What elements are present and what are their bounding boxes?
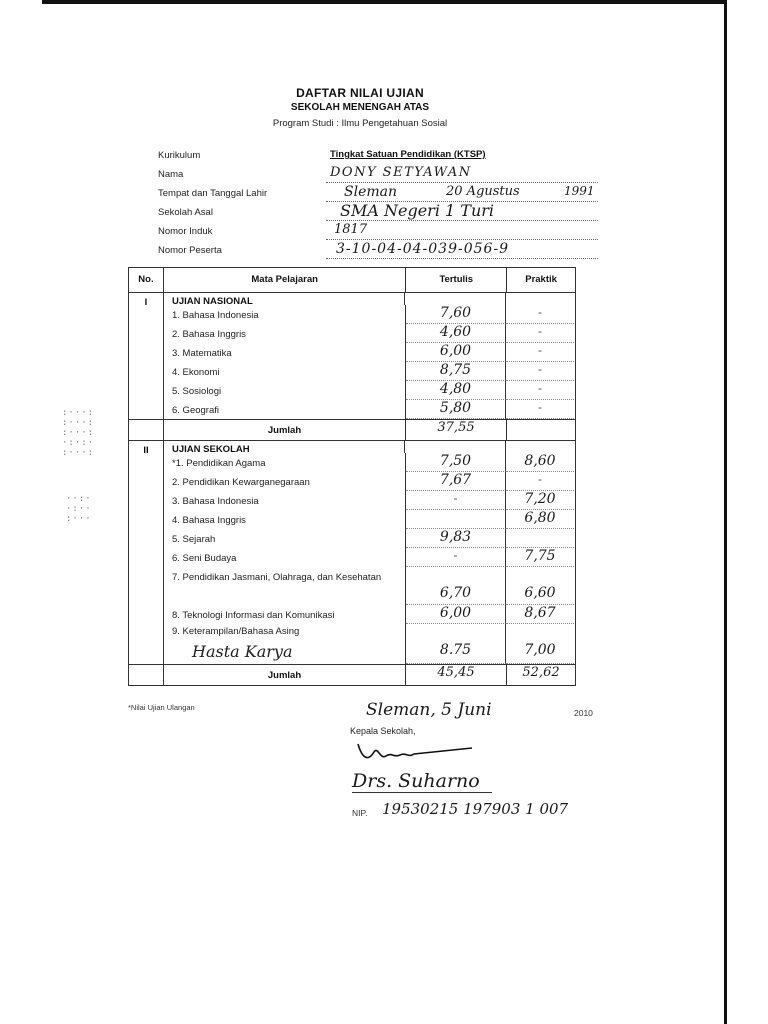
table-row: 2. Bahasa Inggris 4,60 - — [164, 324, 574, 343]
name-value: DONY SETYAWAN — [330, 165, 472, 180]
signature-place-date: Sleman, 5 Juni — [366, 700, 492, 720]
table-row: 3. Bahasa Indonesia - 7,20 — [164, 491, 574, 510]
name-label: Nama — [158, 169, 184, 180]
total-practice: 52,62 — [522, 665, 560, 680]
school-row — [158, 203, 608, 222]
section-school-exam — [129, 441, 575, 664]
student-number-label: Nomor Induk — [158, 226, 213, 237]
school-label: Sekolah Asal — [158, 207, 213, 218]
document-title: DAFTAR NILAI UJIAN — [296, 86, 424, 100]
curriculum-row — [158, 146, 608, 165]
table-row: 4. Bahasa Inggris 6,80 — [164, 510, 574, 529]
table-row: 8. Teknologi Informasi dan Komunikasi 6,00 8,67 — [164, 605, 574, 624]
table-row: 2. Pendidikan Kewarganegaraan 7,67 - — [164, 472, 574, 491]
table-row: 5. Sosiologi 4,80 - — [164, 381, 574, 400]
curriculum-label: Kurikulum — [158, 150, 201, 161]
footnote: *Nilai Ujian Ulangan — [128, 703, 195, 712]
table-row-handwritten — [164, 640, 574, 664]
section-no: II — [129, 441, 164, 664]
section-no: I — [129, 293, 164, 419]
exam-number-value: 3-10-04-04-039-056-9 — [336, 241, 510, 257]
exam-number-label: Nomor Peserta — [158, 245, 222, 256]
extra-practice: 7,00 — [506, 640, 574, 664]
school-level: SEKOLAH MENENGAH ATAS — [290, 102, 430, 113]
school-value: SMA Negeri 1 Turi — [340, 201, 495, 220]
table-row: 6. Seni Budaya - 7,75 — [164, 548, 574, 567]
nip-value: 19530215 197903 1 007 — [382, 800, 569, 818]
table-row: 3. Matematika 6,00 - — [164, 343, 574, 362]
curriculum-value: Tingkat Satuan Pendidikan (KTSP) — [330, 149, 486, 160]
section-title: UJIAN SEKOLAH — [164, 441, 405, 453]
grades-table — [128, 267, 576, 686]
col-subject: Mata Pelajaran — [164, 268, 406, 292]
birth-date: 20 Agustus — [446, 184, 520, 199]
exam-number-row — [158, 241, 608, 260]
birth-year: 1991 — [564, 184, 595, 198]
table-header — [129, 268, 575, 293]
study-program: Program Studi : Ilmu Pengetahuan Sosial — [272, 118, 448, 129]
birth-place: Sleman — [344, 184, 397, 200]
table-row: 5. Sejarah 9,83 — [164, 529, 574, 548]
handwritten-signature — [352, 738, 482, 768]
nip-label: NIP. — [352, 808, 368, 818]
signature-role: Kepala Sekolah, — [350, 726, 416, 736]
school-exam-total-row — [129, 664, 575, 685]
principal-name: Drs. Suharno — [352, 770, 492, 793]
table-row: *1. Pendidikan Agama 7,50 8,60 — [164, 453, 574, 472]
signature-year: 2010 — [574, 708, 593, 718]
student-identity — [158, 146, 608, 260]
total-written: 37,55 — [406, 420, 507, 440]
table-row: 4. Ekonomi 8,75 - — [164, 362, 574, 381]
total-written: 45,45 — [406, 665, 507, 685]
student-number-value: 1817 — [334, 222, 368, 237]
table-row: 6. Geografi 5,80 - — [164, 400, 574, 419]
scan-noise: ··:· ·:·· :··· — [66, 494, 92, 524]
scan-border-top — [42, 0, 726, 4]
birth-label: Tempat dan Tanggal Lahir — [158, 188, 268, 199]
scan-border-right — [724, 0, 727, 1024]
col-written: Tertulis — [406, 268, 507, 292]
total-label: Jumlah — [164, 420, 406, 440]
table-row: 9. Keterampilan/Bahasa Asing — [164, 624, 574, 640]
section-title: UJIAN NASIONAL — [164, 293, 405, 305]
name-row — [158, 165, 608, 184]
total-label: Jumlah — [164, 665, 406, 685]
total-practice — [507, 420, 575, 440]
col-practice: Praktik — [525, 274, 557, 285]
extra-written: 8.75 — [406, 640, 506, 664]
student-number-row — [158, 222, 608, 241]
table-row: 7. Pendidikan Jasmani, Olahraga, dan Kesehatan 6,70 6,60 — [164, 567, 574, 605]
section-national-exam — [129, 293, 575, 419]
scan-noise: :···: :···: :···: ·:·:· :···: — [62, 408, 95, 458]
national-exam-total-row — [129, 419, 575, 441]
extra-subject: Hasta Karya — [164, 640, 406, 664]
table-row: 1. Bahasa Indonesia 7,60 - — [164, 305, 574, 324]
col-no: No. — [129, 268, 164, 292]
